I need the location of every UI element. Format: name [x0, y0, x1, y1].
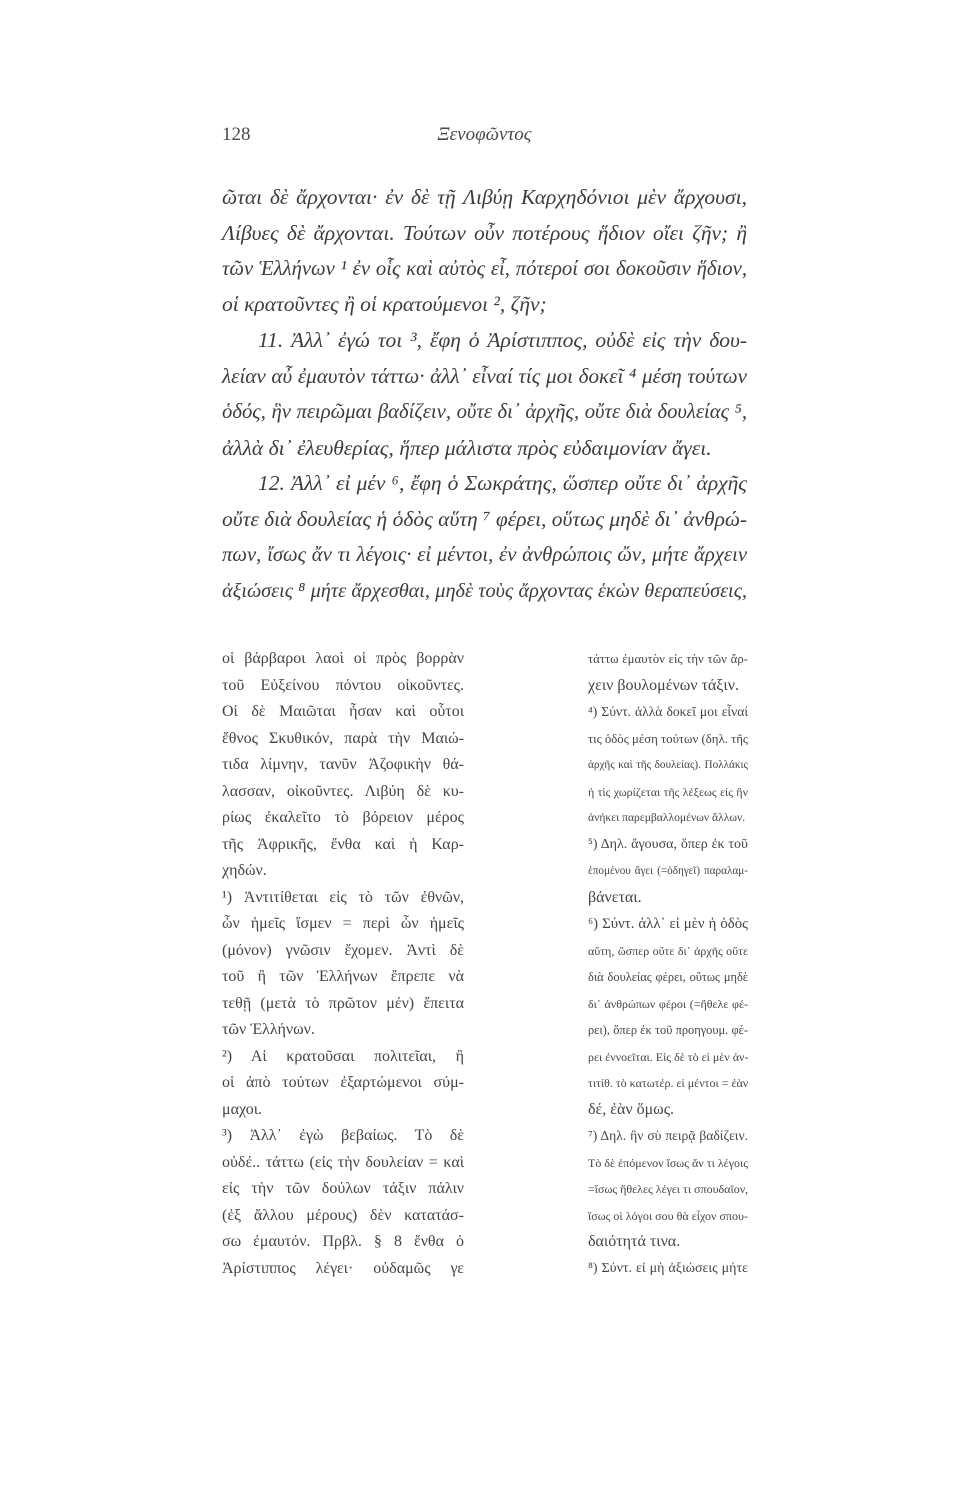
footnote-line: ⁶) Σύντ. ἀλλ᾽ εἰ μὲν ἡ ὁδὸς — [588, 916, 748, 932]
footnote-line: (ἐξ ἄλλου μέρους) δὲν κατατάσ- — [222, 1206, 464, 1224]
footnote-line: τιδα λίμνην, τανῦν Ἀζοφικὴν θά- — [222, 756, 464, 773]
footnote-line: τῆς Ἀφρικῆς, ἔνθα καὶ ἡ Καρ- — [222, 835, 464, 853]
footnote-line: ἔθνος Σκυθικόν, παρὰ τὴν Μαιώ- — [222, 729, 464, 747]
footnote-line: ⁴) Σύντ. ἀλλὰ δοκεῖ μοι εἶναί — [588, 704, 748, 719]
footnote-line: =ἴσως ἤθελες λέγει τι σπουδαῖον, — [588, 1182, 749, 1196]
footnote-line: ²) Αἱ κρατοῦσαι πολιτεῖαι, ἢ — [222, 1047, 464, 1065]
main-text-line: ῶται δὲ ἄρχονται· ἐν δὲ τῇ Λιβύῃ Καρχηδόνιοι μὲν ἄρχουσι, — [222, 185, 747, 209]
main-text-line: οἱ κρατοῦντες ἢ οἱ κρατούμενοι ², ζῆν; — [222, 292, 547, 317]
footnote-line: λασσαν, οἰκοῦντες. Λιβύη δὲ κυ- — [222, 782, 464, 800]
footnote-line: τιτίθ. τὸ κατωτέρ. εἰ μέντοι = ἐὰν — [588, 1076, 749, 1090]
footnote-line: ἴσως οἱ λόγοι σου θὰ εἶχον σπου- — [588, 1208, 748, 1223]
footnote-line: ρίως ἐκαλεῖτο τὸ βόρειον μέρος — [222, 809, 464, 826]
footnote-line: ἑπομένου ἄγει (=ὁδηγεῖ) παραλαμ- — [588, 865, 748, 877]
main-text-line: 11. Ἀλλ᾽ ἐγώ τοι ³, ἔφη ὁ Ἀρίστιππος, οὐδὲ εἰς τὴν δου- — [258, 328, 747, 353]
footnote-line: χειν βουλομένων τάξιν. — [588, 676, 739, 694]
footnote-line: ὧν ἡμεῖς ἴσμεν = περὶ ὧν ἡμεῖς — [222, 915, 464, 932]
footnote-line: οἱ ἀπὸ τούτων ἐξαρτώμενοι σύμ- — [222, 1074, 464, 1091]
footnote-line: ρει ἐννοεῖται. Εἰς δὲ τὸ εἰ μὲν ἀν- — [588, 1049, 749, 1064]
footnote-line: διὰ δουλείας φέρει, οὕτως μηδὲ — [588, 970, 748, 984]
footnote-line: οὐδέ.. τάττω (εἰς τὴν δουλείαν = καὶ — [222, 1153, 464, 1171]
main-text-block — [222, 180, 747, 610]
footnote-line: οἱ βάρβαροι λαοὶ οἱ πρὸς βορρὰν — [222, 650, 464, 667]
footnote-line: δαιότητά τινα. — [588, 1233, 681, 1250]
footnote-line: τοῦ ἢ τῶν Ἑλλήνων ἔπρεπε νὰ — [222, 968, 464, 985]
footnote-line: τεθῇ (μετὰ τὸ πρῶτον μέν) ἔπειτα — [222, 994, 464, 1012]
footnote-line: τάττω ἐμαυτὸν εἰς τὴν τῶν ἄρ- — [588, 652, 748, 666]
main-text-line: οὔτε διὰ δουλείας ἡ ὁδὸς αὕτη ⁷ φέρει, οὕτως μηδὲ δι᾽ ἀνθρώ- — [222, 507, 748, 532]
footnotes-left-column — [222, 646, 464, 1282]
footnote-line: ἀρχῆς καὶ τῆς δουλείας). Πολλάκις — [588, 759, 748, 771]
footnotes-right-column — [588, 646, 748, 1282]
footnote-line: ἡ τὶς χωρίζεται τῆς λέξεως εἰς ἣν — [588, 784, 748, 799]
footnote-line: σω ἐμαυτόν. Πρβλ. § 8 ἔνθα ὁ — [222, 1233, 464, 1250]
main-text-line: λείαν αὖ ἐμαυτὸν τάττω· ἀλλ᾽ εἶναί τίς μοι δοκεῖ ⁴ μέση τούτων — [222, 363, 747, 388]
footnote-line: χηδών. — [222, 862, 267, 879]
footnote-line: αὕτη, ὥσπερ οὔτε δι᾽ ἀρχῆς οὔτε — [588, 943, 748, 958]
main-text-line: ἀλλὰ δι᾽ ἐλευθερίας, ἥπερ μάλιστα πρὸς εὐδαιμονίαν ἄγει. — [222, 435, 712, 460]
footnote-line: ³) Ἀλλ᾽ ἐγὼ βεβαίως. Τὸ δὲ — [222, 1127, 464, 1144]
running-head — [222, 124, 747, 154]
footnote-line: Οἱ δὲ Μαιῶται ἦσαν καὶ οὗτοι — [222, 703, 464, 720]
running-title: Ξενοφῶντος — [437, 124, 532, 145]
footnote-line: δέ, ἐὰν ὅμως. — [588, 1100, 675, 1118]
footnote-line: ⁸) Σύντ. εἰ μὴ ἀξιώσεις μήτε — [588, 1260, 748, 1276]
main-text-line: 12. Ἀλλ᾽ εἰ μέν ⁶, ἔφη ὁ Σωκράτης, ὥσπερ οὔτε δι᾽ ἀρχῆς — [258, 471, 747, 496]
footnote-line: εἰς τὴν τῶν δούλων τάξιν πάλιν — [222, 1180, 464, 1197]
footnote-line: ¹) Ἀντιτίθεται εἰς τὸ τῶν ἐθνῶν, — [222, 888, 464, 906]
footnote-line: δι᾽ ἀνθρώπων φέροι (=ἤθελε φέ- — [588, 996, 748, 1011]
footnote-line: τοῦ Εὐξείνου πόντου οἰκοῦντες. — [222, 676, 464, 694]
main-text-line: ὁδός, ἣν πειρῶμαι βαδίζειν, οὔτε δι᾽ ἀρχῆς, οὔτε διὰ δουλείας ⁵, — [222, 400, 747, 423]
footnote-line: (μόνον) γνῶσιν ἔχομεν. Ἀντὶ δὲ — [222, 941, 464, 959]
footnote-line: βάνεται. — [588, 888, 642, 906]
footnotes — [222, 646, 747, 1386]
footnote-line: ἀνήκει παρεμβαλλομένων ἄλλων. — [588, 811, 746, 824]
footnote-line: Τὸ δὲ ἑπόμενον ἴσως ἄν τι λέγοις — [588, 1155, 748, 1170]
main-text-line: τῶν Ἑλλήνων ¹ ἐν οἷς καὶ αὐτὸς εἶ, πότεροί σοι δοκοῦσιν ἥδιον, — [222, 257, 747, 280]
main-text-line: ἀξιώσεις ⁸ μήτε ἄρχεσθαι, μηδὲ τοὺς ἄρχοντας ἑκὼν θεραπεύσεις, — [222, 579, 747, 602]
footnote-line: ⁷) Δηλ. ἣν σὺ πειρᾷ βαδίζειν. — [588, 1128, 748, 1143]
footnote-line: τις ὁδὸς μέση τούτων (δηλ. τῆς — [588, 731, 748, 746]
page-number: 128 — [222, 124, 251, 145]
footnote-line: Ἀρίστιππος λέγει· οὐδαμῶς γε — [222, 1259, 464, 1277]
footnote-line: μαχοι. — [222, 1100, 263, 1118]
footnote-line: τῶν Ἑλλήνων. — [222, 1021, 315, 1038]
footnote-line: ρει), ὅπερ ἐκ τοῦ προηγουμ. φέ- — [588, 1023, 748, 1037]
main-text-line: Λίβυες δὲ ἄρχονται. Τούτων οὖν ποτέρους ἥδιον οἴει ζῆν; ἢ — [222, 220, 747, 245]
footnote-line: ⁵) Δηλ. ἄγουσα, ὅπερ ἐκ τοῦ — [588, 836, 748, 852]
main-text-line: πων, ἴσως ἄν τι λέγοις· εἰ μέντοι, ἐν ἀνθρώποις ὤν, μήτε ἄρχειν — [222, 543, 747, 566]
